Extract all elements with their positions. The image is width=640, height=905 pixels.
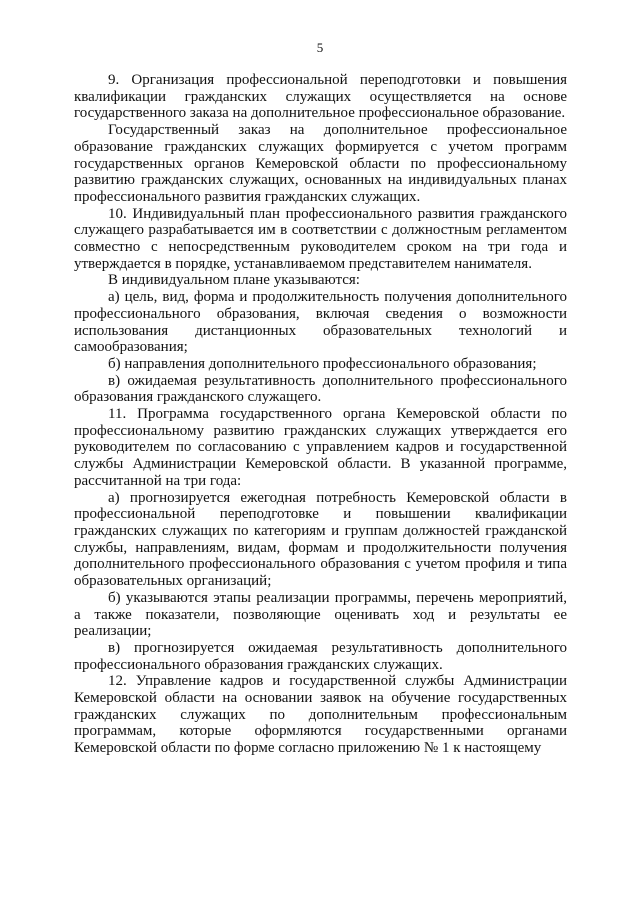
paragraph-program-item-a: а) прогнозируется ежегодная потребность Кемеровской области в профессиональной переподготовке и повышении квалификации гражданских служащих по категориям и группам должностей гражданской службы, направлениям, видам, формам и продолжительности получения дополнительного профессионального образования с учетом профиля и типа образовательных организаций; bbox=[74, 489, 567, 590]
paragraph-state-order: Государственный заказ на дополнительное профессиональное образование гражданских служащих формируется с учетом программ государственных органов Кемеровской области по профессиональному развитию гражданских служащих, основанных на индивидуальных планах профессионального развития гражданских служащих. bbox=[74, 122, 567, 205]
paragraph-program-item-v: в) прогнозируется ожидаемая результативность дополнительного профессионального образования гражданских служащих. bbox=[74, 639, 567, 673]
paragraph-9: 9. Организация профессиональной переподготовки и повышения квалификации гражданских служащих осуществляется на основе государственного заказа на дополнительное профессиональное образование. bbox=[74, 72, 567, 122]
paragraph-plan-intro: В индивидуальном плане указываются: bbox=[108, 272, 360, 289]
page-number: 5 bbox=[316, 40, 324, 55]
paragraph-plan-item-a: а) цель, вид, форма и продолжительность получения дополнительного профессионального образования, включая сведения о возможности использования дистанционных образовательных технологий и самообразования; bbox=[74, 289, 567, 356]
paragraph-plan-item-b: б) направления дополнительного профессионального образования; bbox=[108, 355, 537, 372]
document-body bbox=[74, 72, 567, 757]
paragraph-12: 12. Управление кадров и государственной службы Администрации Кемеровской области на основании заявок на обучение государственных гражданских служащих по дополнительным профессиональным программам, которые оформляются государственными органами Кемеровской области по форме согласно приложению № 1 к настоящему bbox=[74, 673, 567, 757]
paragraph-11: 11. Программа государственного органа Кемеровской области по профессиональному развитию гражданских служащих утверждается его руководителем по согласованию с управлением кадров и государственной службы Администрации Кемеровской области. В указанной программе, рассчитанной на три года: bbox=[74, 406, 567, 489]
paragraph-program-item-b: б) указываются этапы реализации программы, перечень мероприятий, а также показатели, позволяющие оценивать ход и результаты ее реализации; bbox=[74, 589, 567, 640]
paragraph-10: 10. Индивидуальный план профессионального развития гражданского служащего разрабатывается им в соответствии с должностным регламентом совместно с непосредственным руководителем сроком на три года и утверждается в порядке, устанавливаемом представителем нанимателя. bbox=[74, 205, 567, 272]
paragraph-plan-item-v: в) ожидаемая результативность дополнительного профессионального образования гражданского служащего. bbox=[74, 372, 567, 406]
